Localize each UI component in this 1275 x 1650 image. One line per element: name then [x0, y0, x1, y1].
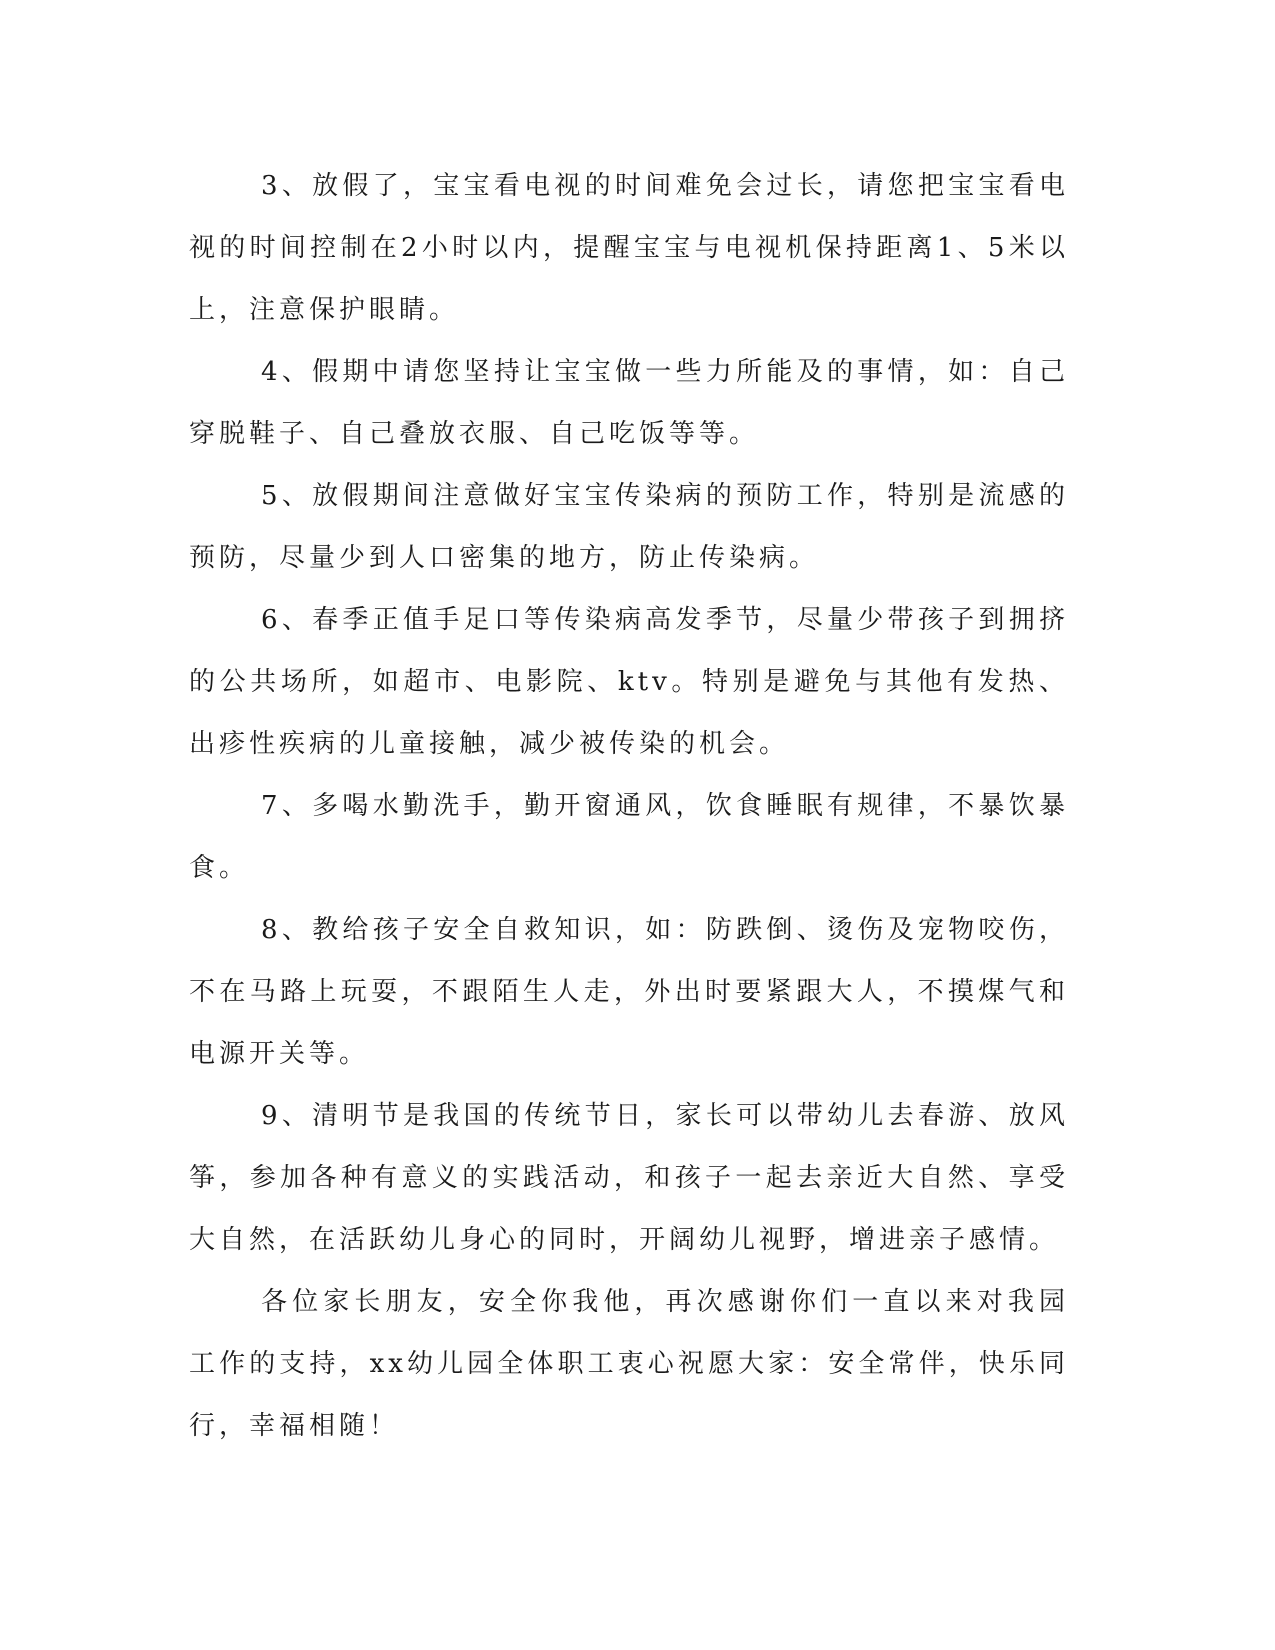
paragraph-safety-knowledge: 8、教给孩子安全自救知识，如：防跌倒、烫伤及宠物咬伤，不在马路上玩耍，不跟陌生人走，外出时要紧跟大人，不摸煤气和电源开关等。 [189, 915, 1069, 1069]
paragraph-tv-time: 3、放假了，宝宝看电视的时间难免会过长，请您把宝宝看电视的时间控制在2小时以内，提醒宝宝与电视机保持距离1、5米以上，注意保护眼睛。 [189, 171, 1069, 325]
paragraph-hygiene: 7、多喝水勤洗手，勤开窗通风，饮食睡眠有规律，不暴饮暴食。 [189, 791, 1069, 883]
paragraph-closing: 各位家长朋友，安全你我他，再次感谢你们一直以来对我园工作的支持，xx幼儿园全体职工衷心祝愿大家：安全常伴，快乐同行，幸福相随！ [189, 1287, 1069, 1441]
paragraph-hand-foot-mouth: 6、春季正值手足口等传染病高发季节，尽量少带孩子到拥挤的公共场所，如超市、电影院、ktv。特别是避免与其他有发热、出疹性疾病的儿童接触，减少被传染的机会。 [189, 605, 1069, 759]
paragraph-qingming: 9、清明节是我国的传统节日，家长可以带幼儿去春游、放风筝，参加各种有意义的实践活动，和孩子一起去亲近大自然、享受大自然，在活跃幼儿身心的同时，开阔幼儿视野，增进亲子感情。 [189, 1101, 1069, 1255]
paragraph-disease-prevention: 5、放假期间注意做好宝宝传染病的预防工作，特别是流感的预防，尽量少到人口密集的地方，防止传染病。 [189, 481, 1069, 573]
document-body [189, 155, 1069, 1457]
paragraph-self-care: 4、假期中请您坚持让宝宝做一些力所能及的事情，如：自己穿脱鞋子、自己叠放衣服、自己吃饭等等。 [189, 357, 1069, 449]
